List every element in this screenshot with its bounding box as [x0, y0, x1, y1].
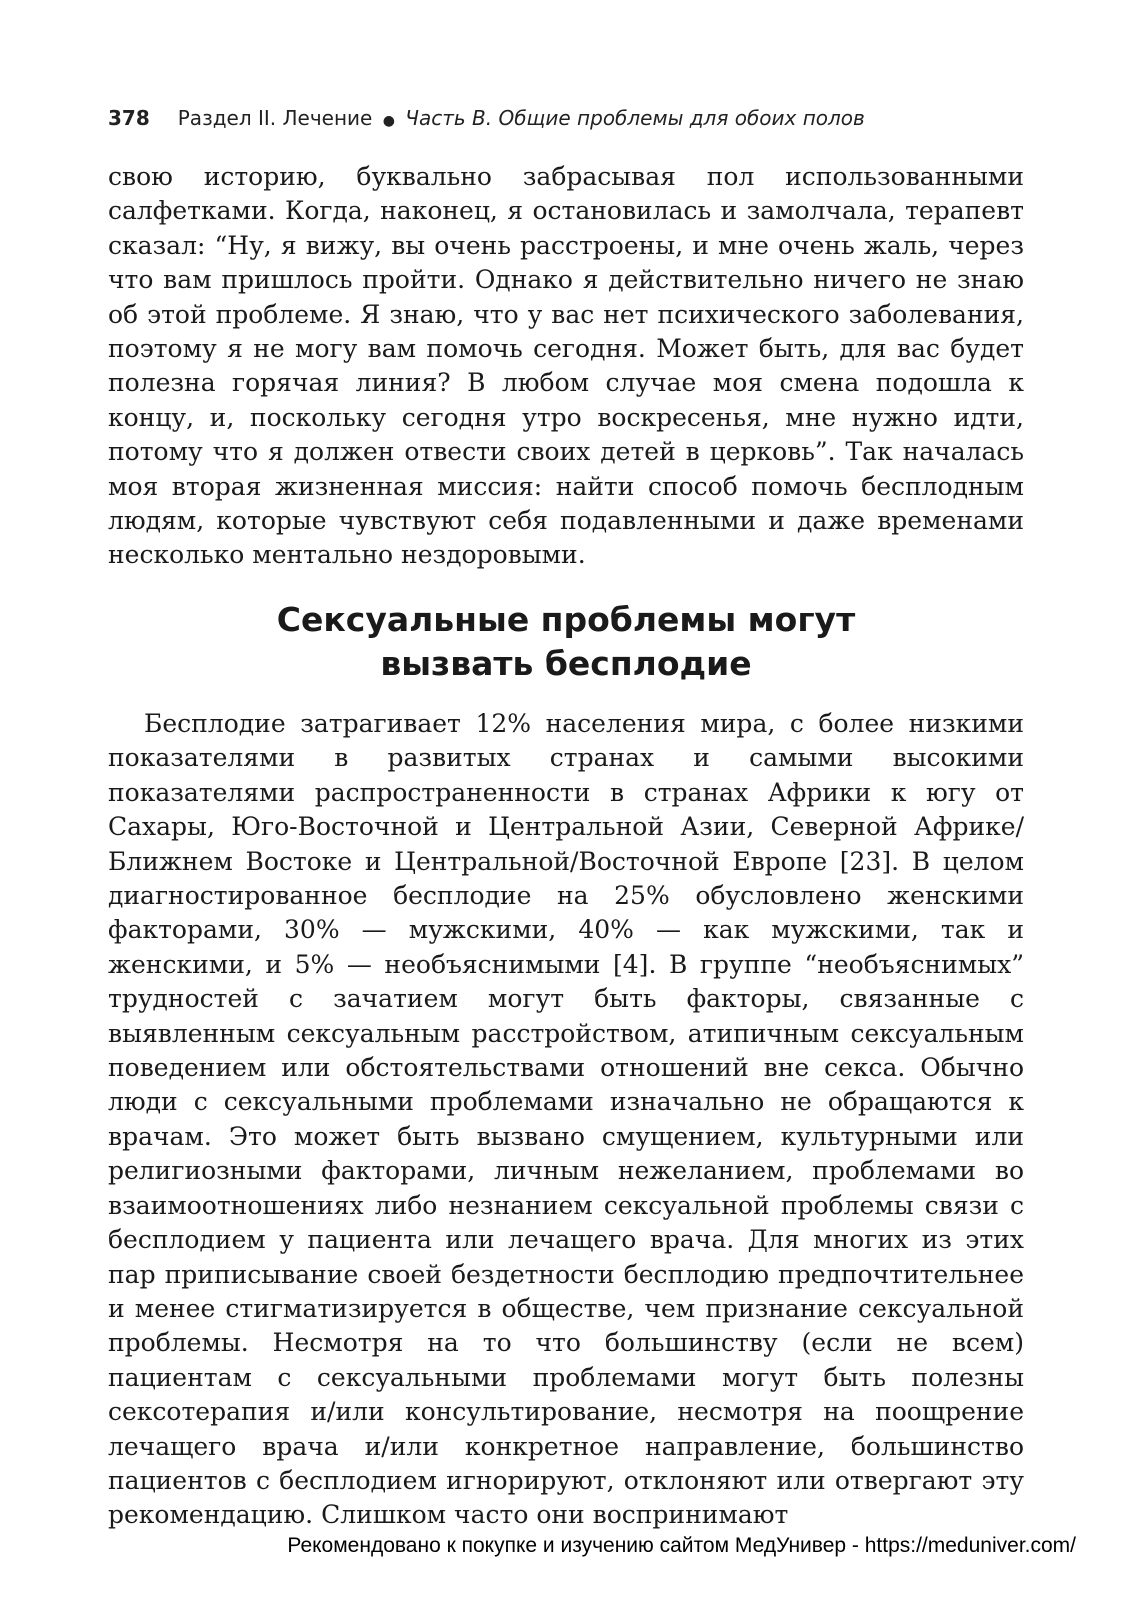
section-heading-line-1: Сексуальные проблемы могут [276, 600, 856, 639]
paragraph-continuation: свою историю, буквально забрасывая пол использованными салфетками. Когда, наконец, я остановилась и замолчала, терапевт сказал: “Ну, я вижу, вы очень расстроены, и мне очень жаль, через что вам пришлось пройти. Однако я действительно ничего не знаю об этой проблеме. Я знаю, что у вас нет психического заболевания, поэтому я не могу вам помочь сегодня. Может быть, для вас будет полезна горячая линия? В любом случае моя смена подошла к концу, и, поскольку сегодня утро воскресенья, мне нужно идти, потому что я должен отвести своих детей в церковь”. Так началась моя вторая жизненная миссия: найти способ помочь бесплодным людям, которые чувствуют себя подавленными и даже временами несколько ментально нездоровыми. [108, 162, 1024, 570]
section-heading-line-2: вызвать бесплодие [380, 644, 752, 683]
footer-watermark: Рекомендовано к покупке и изучению сайтом МедУнивер - https://meduniver.com/ [287, 1534, 1076, 1557]
header-section: Раздел II. Лечение [177, 106, 373, 130]
header-part: Часть В. Общие проблемы для обоих полов [405, 106, 865, 130]
running-header [108, 98, 1038, 138]
page-number: 378 [108, 106, 150, 130]
bullet-separator-icon: ● [382, 113, 395, 129]
paragraph-infertility: Бесплодие затрагивает 12% населения мира, с более низкими показателями в развитых странах и самыми высокими показателями распространенности в странах Африки к югу от Сахары, Юго-Восточной и Центральной Азии, Северной Африке/Ближнем Востоке и Центральной/Восточной Европе [23]. В целом диагностированное бесплодие на 25% обусловлено женскими факторами, 30% — мужскими, 40% — как мужскими, так и женскими, и 5% — необъяснимыми [4]. В группе “необъяснимых” трудностей с зачатием могут быть факторы, связанные с выявленным сексуальным расстройством, атипичным сексуальным поведением или обстоятельствами отношений вне секса. Обычно люди с сексуальными проблемами изначально не обращаются к врачам. Это может быть вызвано смущением, культурными или религиозными факторами, личным нежеланием, проблемами во взаимоотношениях либо незнанием сексуальной проблемы связи с бесплодием у пациента или лечащего врача. Для многих из этих пар приписывание своей бездетности бесплодию предпочтительнее и менее стигматизируется в обществе, чем признание сексуальной проблемы. Несмотря на то что большинству (если не всем) пациентам с сексуальными проблемами могут быть полезны сексотерапия и/или консультирование, несмотря на поощрение лечащего врача и/или конкретное направление, большинство пациентов с бесплодием игнорируют, отклоняют или отвергают эту рекомендацию. Слишком часто они воспринимают [108, 709, 1024, 1530]
section-heading [108, 598, 1024, 686]
